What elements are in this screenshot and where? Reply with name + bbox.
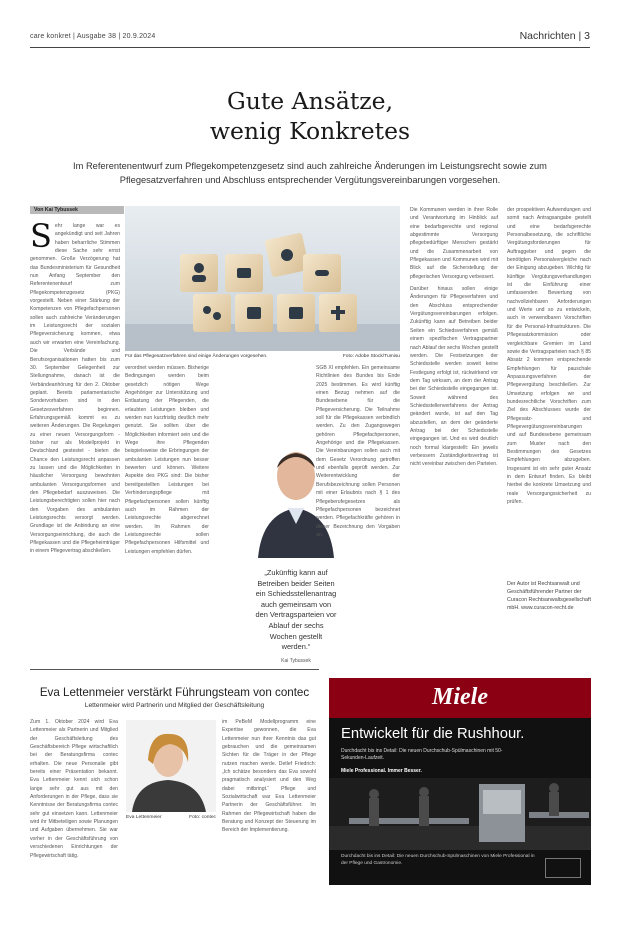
column-4-text-top: Die Kommunen werden in ihrer Rolle und Verantwortung im Hinblick auf eine bedarfsgerechte und regional abgestimmte Versorgung pflegebedürftiger Menschen gestärkt und die Zusammenarbeit von Pflegekassen und Kommunen wird mit Blick auf die Sicherstellung der pflegerischen Versorgung verbessert.	[410, 207, 498, 280]
column-4-text-mid: Darüber hinaus sollen einige Änderungen für Pflegeverfahren und den Abschluss entsprechender Vergütungsvereinbarungen erfolgen. Zukünftig kann auf Betreiben beider Seiten ein Schiedsverfahren gemäß einem spezifischen Vertragspartner nach Ablauf der sechs Wochen gestellt werden. Die Festsetzungen der Schiedsstelle werden soweit keine Festlegung erfolgt ist, rückwirkend vor dem Tag wirksam, an dem der Antrag bei der Schiedsstelle eingegangen ist. Soweit während des Schiedsstellenverfahrens der Antrag geändert wurde, ist auf den Tag abzustellen, an dem der geänderte Antrag bei der Schiedsstelle eingegangen ist. Und es wird deutlich noch formal klargestellt: Ein jeweils verbessern Zuständigkeitsvertrag ist nicht vereinbar zwischen den Parteien.	[410, 286, 498, 468]
wooden-blocks-photo	[125, 206, 400, 351]
qr-code-icon	[545, 858, 581, 878]
title-line-2: wenig Konkretes	[209, 117, 411, 145]
drop-cap: S	[30, 222, 52, 255]
author-info: Der Autor ist Rechtsanwalt und Geschäftsführender Partner der Curacon Rechtsanwaltsgesellschaft mbH. www.curacon-recht.de	[507, 581, 591, 611]
ad-footnote: Durchdacht bis ins Detail: Die neuen Durchschub-Spülmaschinen von Miele Professional in der Pflege und Gastronomie.	[341, 854, 535, 866]
article-lede: Im Referentenentwurf zum Pflegekompetenzgesetz sind auch zahlreiche Änderungen im Leistungsrecht sowie zum Pflegesatzverfahren und Abschluss entsprechender Vergütungsvereinbarungen vorgesehen.	[73, 161, 547, 185]
photo-caption: Für das Pflegesatzverfahren sind einige Änderungen vorgesehen.	[125, 354, 268, 359]
second-article-column-2	[222, 718, 316, 885]
issue-info: care konkret | Ausgabe 38 | 20.9.2024	[30, 33, 156, 40]
column-1-text: ehr lange war es angekündigt und seit Jahren haben beharrliche Stimmen diese Sache sehr ernst genommen. Große Verzögerung hat das Bundesministerium für Gesundheit nun Anfang September den Referentenentwurf zum Pflegekompetenzgesetz (PKG) vorgestellt. Neben einer Stärkung der Kompetenzen von Pflegefachpersonen sollen auch zahlreiche Veränderungen im Leistungsrecht der sozialen Pflegeversicherung kommen, etwa auch wir erwarten eine Vereinfachung. Die Verbände und Berufsorganisationen hatten bis zum 30. September Gelegenheit zur Stellungnahme, danach ist die Verbändeanhörung für den 2. Oktober geplant. Bereits parlamentarische Sondervorhaben sind in den Gesetzesverfahren beginnen. Erfahrungsgemäß kommt es zu weiteren Änderungen. Die Regelungen zu einer neuen Versorgungsform - bisher nur als Modellprojekt in Deutschland gestestet - bieten die Chance den Leistungsrecht anpassen zu lassen und die Möglichkeiten in häuslicher Versorgung bewohnten ambulanten Versorgungsformen und den Pflegebedarf auszuweisen. Die Leistungsberechtigten sollen hier nach den Vorgaben des ambulanten Leistungsrechts versorgt werden. Grundlage ist die Anbindung an eine Versorgungseinrichtung, die auch die Pflegekassen und die Pflegeheimträger in einem Pflegevertrag abschließen.	[30, 223, 120, 555]
second-article-subline: Lettenmeier wird Partnerin und Mitglied der Geschäftsleitung	[84, 702, 265, 709]
lettenmeier-photo	[126, 720, 216, 812]
title-line-1: Gute Ansätze,	[226, 87, 394, 115]
article-column-2	[125, 364, 209, 660]
miele-advertisement[interactable]	[329, 678, 591, 885]
ad-tagline: Miele Professional. Immer Besser.	[341, 768, 422, 774]
column-3-text: SGB XI empfehlen. Ein gemeinsame Richtlinien des Bundes bis Ende 2025 bestimmen. Es wird künftig einen Bezug nehmen auf die Bundesebene für die Pflegeversicherung. Die Teilnahme soll für die Pflegekassen verbindlich werden. Zu den Zugangswegen gehören Pflegefachpersonen, Angehörige und die Pflegekassen. Die Vereinbarungen sollen auch mit dem Gesetz Verordnung getroffen und ebenfalls geprüft werden. Zur Weiterentwicklung der Berufsbezeichnung sollen Personen mit einer Erlaubnis nach § 1 des Pflegeberufegesetzes als Pflegefachpersonen bezeichnet werden. Pflegefachkräfte gehören in dieser Bezeichnung den Vorgaben an.	[316, 365, 400, 538]
byline: Von Kai Tybussek	[30, 206, 124, 214]
second-photo-credit: Foto: contec	[189, 815, 216, 820]
second-photo-caption: Eva Lettenmeier	[126, 815, 162, 820]
article-column-3	[316, 364, 400, 660]
header-rule	[30, 47, 590, 48]
ad-kitchen-scene	[329, 778, 591, 850]
article-column-4	[410, 206, 498, 660]
ad-brand-bar	[329, 678, 591, 718]
portrait-image-2	[126, 720, 216, 812]
section-page-number: Nachrichten | 3	[519, 30, 590, 42]
ad-headline: Entwickelt für die Rushhour.	[341, 726, 525, 742]
second-column-2-text: im PeBeM Modellprogramm eine Expertise gewonnen, die Eva Lettenmeier nun ihrer Kenntnis das gut gebrauchen und die gemeinsamen Sichten für die Träger in der Pflege nutzen machen werde. Detlef Friedrich: „Ich schätze besonders das Eva sowohl pragmatisch analysiert und den Weg dabei mitbringt.“ Pflege und Sozialwirtschaft war Eva Lettenmeier Partnerin der Geschäftsführer. Im Rahmen der Pflegewirtschaft haben die Beratung und Konzept der Steuerung im Bereich der Implementierung.	[222, 719, 316, 834]
column-5-text: der prospektiven Aufwendungen und somit nach Antragsangabe gestellt und eine bedarfsgerechte Personalbesetzung, die schriftliche Vergütungsforderungen für Auftraggeber und gegen die benötigten Personalvergleiche nach der Einigung abzugeben. Wichtig für künftige Vergütungsverhandlungen ist die Einführung einer umfassenden Bewertung von nachvollziehbaren Anforderungen und Werte und so zu entwickeln, auch in verwendbaren Vorschriften für die Personal-Infrastrukturen. Die Pflegesatzkommission oder vergleichbare Gremien im Land sowie die Vertragsparteien nach § 85 Absatz 2 kommen entsprechende Empfehlungen für pauschale Anpassungsverfahren der Pflegevergütung beschließen. Zur Umsetzung erfolgen wir und bundesrechtliche Vorschriften zum Ziel des Abschlusses wurde der Pflegesatz- und Pflegevergütungsvereinbarungen und auf Bundesebene gemeinsam zum Muster nach den Bestimmungen des Gesetzes Empfehlungen abzugeben. Insgesamt ist ein sehr guter Ansatz in dem Entwurf finden. Es bleibt hierbei die konkrete Umsetzung und reale Versorgungssicherheit zu prüfen.	[507, 207, 591, 506]
second-article-column-1	[30, 718, 118, 885]
article-title	[0, 86, 620, 146]
column-2-text: verordnet werden müssen. Bisherige Bedingungen werden beim gesetzlich nötigen Wege Angehöriger zur Unterstützung und Entlastung der Pflegenden, die erlaubten Leistungen bleiben und werden nun kurzfristig deutlich mehr genutzt. Sie sollten über die Möglichkeiten informiert sein und die Wege ihre Pflegenden beispielsweise die Erbringungen der ambulanten Leistungen nun besser bewerten und können. Weitere Aspekte des PKG sind: Die bisher bereitgestellten Leistungen bei Verhinderungspflege mit Pflegefachpersonen sollen künftig auch im Rahmen der Leistungsrechte abgerechnet werden. Im Rahmen der Leistungsrechte sollen Pflegefachpersonen Hilfsmittel und Leistungen empfehlen dürfen.	[125, 365, 209, 555]
quote-author: Kai Tybussek	[281, 658, 311, 664]
second-article-headline: Eva Lettenmeier verstärkt Führungsteam von contec	[39, 686, 310, 699]
second-column-1-text: Zum 1. Oktober 2024 wird Eva Lettenmeier als Partnerin und Mitglied der Geschäftsleitung des Geschäftsbereich Pflege wirtschaftlich bei der Beratungsfirma contec erhalten. Die neue Personalie gibt bereits einer Präsentation bekannt. Eva Lettenmeier kennt sich schon lange sehr gut aus mit den Anforderungen in der Pflege, dass sie Kenntnisse der Beratungsfirma contec sehr gut einsetzen kann. Lettenmeier wird ihr Mitbeteiligen sowie Planungen und Aufgaben übernehmen. Sie war vorher in der Geschäftsführung von verschiedenen Einrichtungen der Pflegewirtschaft tätig.	[30, 719, 118, 859]
miele-logo: Miele	[432, 684, 488, 710]
article-photo	[125, 206, 400, 351]
article-column-1	[30, 222, 120, 660]
ad-subline: Durchdacht bis ins Detail: Die neuen Durchschub-Spülmaschinen mit 50-Sekunden-Laufzeit.	[341, 748, 503, 761]
photo-credit: Foto: Adobe Stock/Tumisu	[342, 354, 400, 359]
section-rule	[30, 669, 319, 670]
article-column-5	[507, 206, 591, 574]
pull-quote: „Zukünftig kann auf Betreiben beider Seiten ein Schiedsstellenantrag auch gemeinsam von den Vertragsparteien vor Ablauf der sechs Wochen gestellt werden.“	[255, 568, 337, 652]
